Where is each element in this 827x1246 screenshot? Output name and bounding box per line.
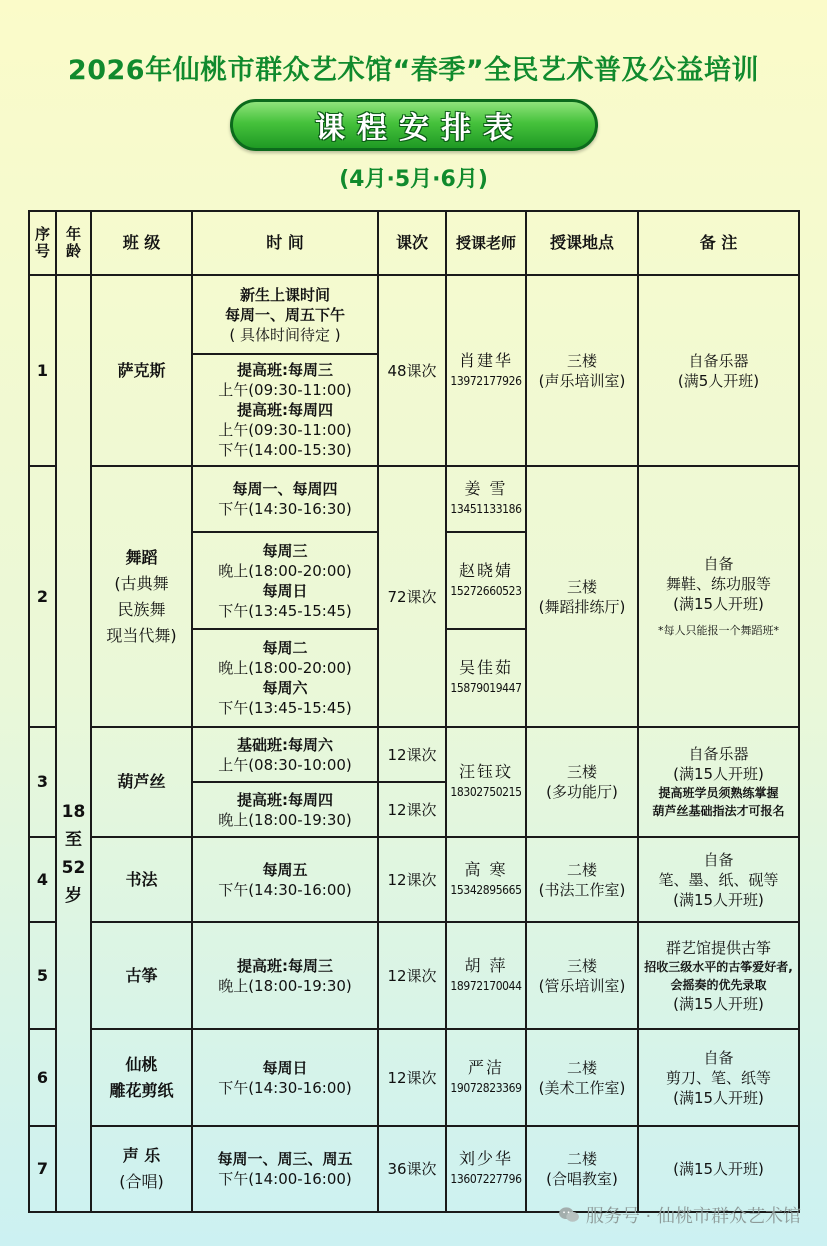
lessons-cell: 12课次 [378, 727, 446, 782]
class-name: 仙桃 雕花剪纸 [91, 1029, 192, 1126]
age-range: 18 至 52 岁 [56, 275, 91, 1212]
lessons-cell: 12课次 [378, 922, 446, 1029]
row-seq: 3 [29, 727, 56, 837]
time-cell: 每周日 下午(14:30-16:00) [192, 1029, 378, 1126]
watermark-text: 服务号 · 仙桃市群众艺术馆 [585, 1206, 801, 1227]
location-cell: 二楼 (美术工作室) [526, 1029, 638, 1126]
notes-cell: (满15人开班) [638, 1126, 799, 1212]
location-cell: 二楼 (书法工作室) [526, 837, 638, 922]
lessons-cell: 12课次 [378, 782, 446, 837]
class-name: 葫芦丝 [91, 727, 192, 837]
time-cell: 新生上课时间 每周一、周五下午 ( 具体时间待定 ) [192, 275, 378, 354]
time-cell: 每周一、每周四 下午(14:30-16:30) [192, 466, 378, 532]
lessons-cell: 36课次 [378, 1126, 446, 1212]
location-cell: 三楼 (多功能厅) [526, 727, 638, 837]
row-seq: 7 [29, 1126, 56, 1212]
table-row [29, 922, 799, 1029]
class-name: 声 乐 (合唱) [91, 1126, 192, 1212]
notes-cell: 自备 笔、墨、纸、砚等 (满15人开班) [638, 837, 799, 922]
class-name: 书法 [91, 837, 192, 922]
header-lessons: 课次 [378, 211, 446, 275]
header-class: 班 级 [91, 211, 192, 275]
time-cell: 提高班:每周四 晚上(18:00-19:30) [192, 782, 378, 837]
time-cell: 提高班:每周三 上午(09:30-11:00) 提高班:每周四 上午(09:30-11:00) 下午(14:00-15:30) [192, 354, 378, 466]
lessons-cell: 12课次 [378, 1029, 446, 1126]
location-cell: 三楼 (声乐培训室) [526, 275, 638, 466]
teacher-cell: 汪钰玟 18302750215 [446, 727, 526, 837]
notes-cell: 自备 舞鞋、练功服等 (满15人开班) *每人只能报一个舞蹈班* [638, 466, 799, 727]
location-cell: 二楼 (合唱教室) [526, 1126, 638, 1212]
notes-cell: 自备乐器 (满5人开班) [638, 275, 799, 466]
time-cell: 每周二 晚上(18:00-20:00) 每周六 下午(13:45-15:45) [192, 629, 378, 727]
header-notes: 备 注 [638, 211, 799, 275]
teacher-cell: 高 寒 15342895665 [446, 837, 526, 922]
row-seq: 4 [29, 837, 56, 922]
header-age: 年龄 [56, 211, 91, 275]
subtitle-text: 课程安排表 [315, 111, 525, 146]
time-cell: 提高班:每周三 晚上(18:00-19:30) [192, 922, 378, 1029]
table-row [29, 466, 799, 532]
class-name: 舞蹈 (古典舞 民族舞 现当代舞) [91, 466, 192, 727]
lessons-cell: 48课次 [378, 275, 446, 466]
teacher-cell: 姜 雪 13451133186 [446, 466, 526, 532]
schedule-table [28, 210, 800, 1213]
subtitle-banner [230, 99, 598, 151]
row-seq: 5 [29, 922, 56, 1029]
main-title: 2026年仙桃市群众艺术馆“春季”全民艺术普及公益培训 [67, 55, 760, 86]
table-row [29, 1126, 799, 1212]
header-seq: 序号 [29, 211, 56, 275]
wechat-icon [558, 1206, 580, 1224]
teacher-cell: 肖建华 13972177926 [446, 275, 526, 466]
watermark [558, 1202, 801, 1228]
location-cell: 三楼 (舞蹈排练厅) [526, 466, 638, 727]
notes-cell: 群艺馆提供古筝 招收三级水平的古筝爱好者, 会摇奏的优先录取 (满15人开班) [638, 922, 799, 1029]
teacher-cell: 赵晓婧 15272660523 [446, 532, 526, 629]
teacher-cell: 严洁 19072823369 [446, 1029, 526, 1126]
table-row [29, 727, 799, 782]
header-location: 授课地点 [526, 211, 638, 275]
time-cell: 基础班:每周六 上午(08:30-10:00) [192, 727, 378, 782]
teacher-cell: 刘少华 13607227796 [446, 1126, 526, 1212]
class-name: 古筝 [91, 922, 192, 1029]
table-row [29, 1029, 799, 1126]
notes-cell: 自备乐器 (满15人开班) 提高班学员须熟练掌握 葫芦丝基础指法才可报名 [638, 727, 799, 837]
teacher-cell: 胡 萍 18972170044 [446, 922, 526, 1029]
notes-cell: 自备 剪刀、笔、纸等 (满15人开班) [638, 1029, 799, 1126]
location-cell: 三楼 (管乐培训室) [526, 922, 638, 1029]
time-cell: 每周五 下午(14:30-16:00) [192, 837, 378, 922]
row-seq: 1 [29, 275, 56, 466]
time-cell: 每周一、周三、周五 下午(14:00-16:00) [192, 1126, 378, 1212]
lessons-cell: 72课次 [378, 466, 446, 727]
row-seq: 6 [29, 1029, 56, 1126]
months-label: (4月·5月·6月) [339, 167, 488, 192]
table-header-row [29, 211, 799, 275]
lessons-cell: 12课次 [378, 837, 446, 922]
table-row [29, 837, 799, 922]
teacher-cell: 吴佳茹 15879019447 [446, 629, 526, 727]
table-row [29, 275, 799, 354]
time-cell: 每周三 晚上(18:00-20:00) 每周日 下午(13:45-15:45) [192, 532, 378, 629]
class-name: 萨克斯 [91, 275, 192, 466]
header-teacher: 授课老师 [446, 211, 526, 275]
row-seq: 2 [29, 466, 56, 727]
header-time: 时 间 [192, 211, 378, 275]
